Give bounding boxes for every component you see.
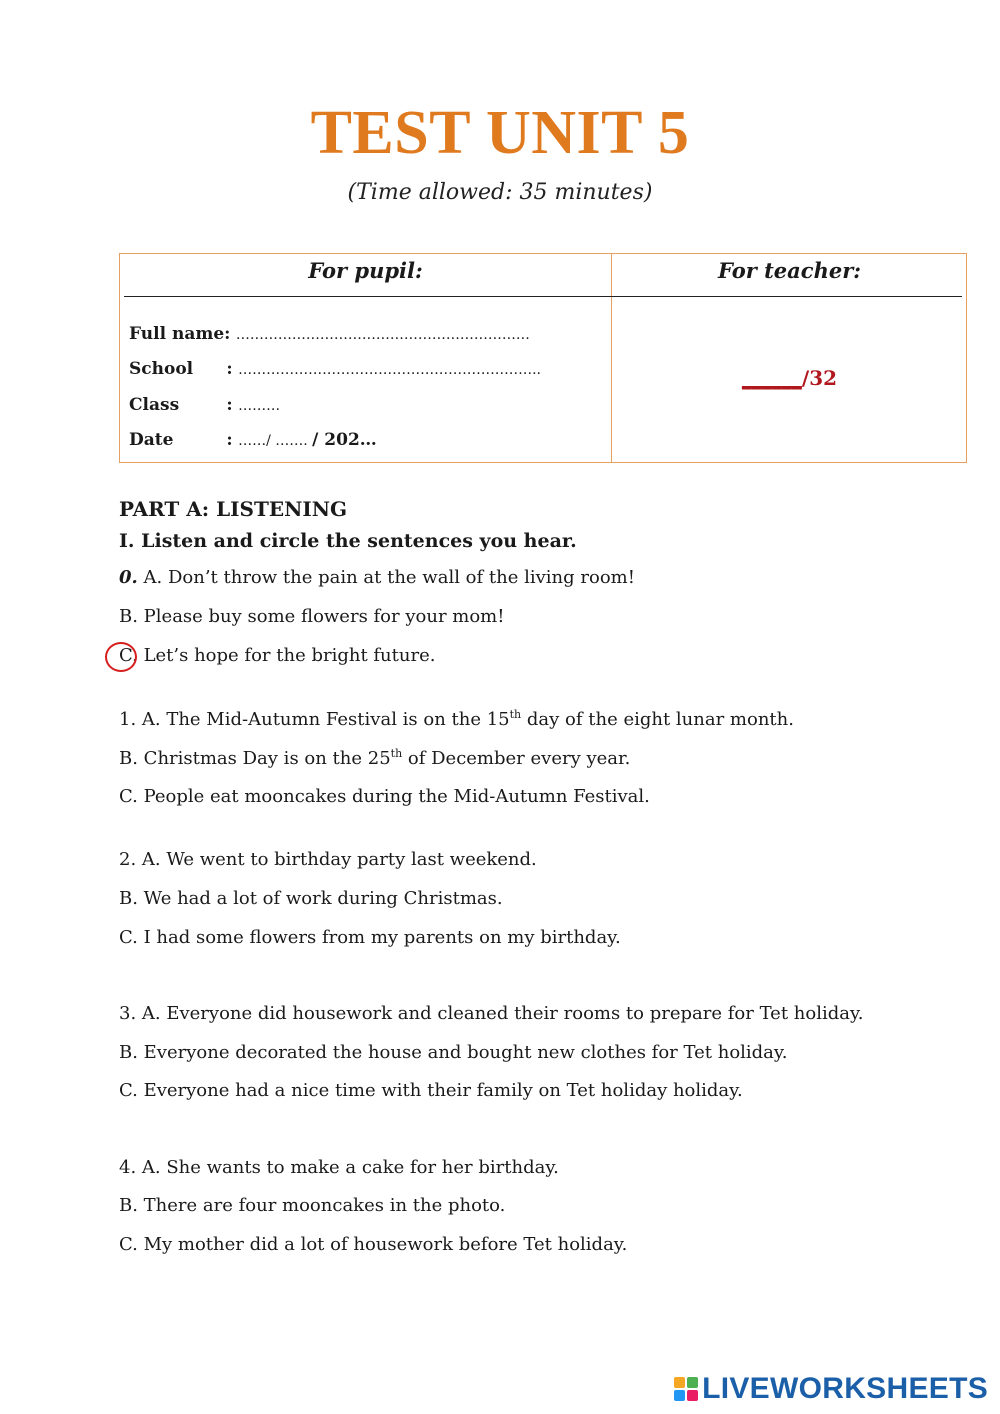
example-option-c[interactable]: C. Let’s hope for the bright future. bbox=[119, 645, 436, 666]
q1-option-a-sup: th bbox=[509, 708, 522, 721]
school-value[interactable]: ……………………………………………………….. bbox=[238, 362, 541, 378]
class-label: Class bbox=[129, 395, 180, 415]
school-field[interactable] bbox=[129, 359, 541, 379]
date-value[interactable]: ……/ ……. bbox=[238, 433, 313, 449]
answer-circle-mark bbox=[105, 642, 137, 672]
pupil-header: For pupil: bbox=[308, 258, 423, 283]
school-colon: : bbox=[226, 359, 233, 379]
full-name-label: Full name: bbox=[129, 324, 231, 344]
q3-option-b[interactable]: B. Everyone decorated the house and bought new clothes for Tet holiday. bbox=[119, 1042, 788, 1063]
q1-option-b[interactable] bbox=[119, 747, 630, 769]
q1-option-a[interactable] bbox=[119, 708, 794, 730]
info-box-column-divider bbox=[611, 254, 612, 462]
q2-option-b[interactable]: B. We had a lot of work during Christmas. bbox=[119, 888, 503, 909]
teacher-header: For teacher: bbox=[717, 258, 862, 283]
q1-option-b-text-1: B. Christmas Day is on the 25 bbox=[119, 748, 391, 769]
part-a-title: PART A: LISTENING bbox=[119, 497, 348, 521]
q1-option-b-sup: th bbox=[390, 747, 403, 760]
full-name-field[interactable] bbox=[129, 324, 530, 344]
liveworksheets-logo[interactable] bbox=[674, 1372, 988, 1406]
q4-option-b[interactable]: B. There are four mooncakes in the photo. bbox=[119, 1195, 506, 1216]
full-name-value[interactable]: ……………………………………………………… bbox=[235, 327, 530, 343]
example-option-b[interactable]: B. Please buy some flowers for your mom! bbox=[119, 606, 505, 627]
q1-option-a-text-2: day of the eight lunar month. bbox=[521, 709, 794, 730]
time-allowed: (Time allowed: 35 minutes) bbox=[347, 180, 653, 205]
class-colon: : bbox=[226, 395, 233, 415]
date-label: Date bbox=[129, 430, 174, 450]
q1-option-b-text-2: of December every year. bbox=[402, 748, 631, 769]
q1-option-c[interactable]: C. People eat mooncakes during the Mid-Autumn Festival. bbox=[119, 786, 650, 807]
score-box bbox=[612, 366, 967, 390]
page-title: TEST UNIT 5 bbox=[310, 99, 690, 167]
liveworksheets-brand-text: LIVEWORKSHEETS bbox=[702, 1372, 988, 1405]
date-field[interactable] bbox=[129, 430, 377, 450]
q4-option-a[interactable]: 4. A. She wants to make a cake for her birthday. bbox=[119, 1157, 559, 1178]
q2-option-c[interactable]: C. I had some flowers from my parents on my birthday. bbox=[119, 927, 621, 948]
q3-option-a[interactable]: 3. A. Everyone did housework and cleaned their rooms to prepare for Tet holiday. bbox=[119, 1003, 864, 1024]
q1-option-a-text-1: 1. A. The Mid-Autumn Festival is on the 15 bbox=[119, 709, 510, 730]
info-box-header-divider bbox=[124, 296, 962, 297]
date-colon: : bbox=[226, 430, 233, 450]
part-a-instruction: I. Listen and circle the sentences you hear. bbox=[119, 530, 577, 552]
example-option-a-text: A. Don’t throw the pain at the wall of the living room! bbox=[137, 567, 635, 588]
school-label: School bbox=[129, 359, 194, 379]
class-value[interactable]: ……… bbox=[238, 398, 281, 414]
date-year: / 202… bbox=[312, 430, 377, 450]
q3-option-c[interactable]: C. Everyone had a nice time with their family on Tet holiday holiday. bbox=[119, 1080, 743, 1101]
class-field[interactable] bbox=[129, 395, 280, 415]
q2-option-a[interactable]: 2. A. We went to birthday party last weekend. bbox=[119, 849, 537, 870]
liveworksheets-logo-icon bbox=[674, 1377, 698, 1401]
info-box bbox=[119, 253, 967, 463]
score-total: /32 bbox=[801, 366, 838, 390]
q4-option-c[interactable]: C. My mother did a lot of housework before Tet holiday. bbox=[119, 1234, 628, 1255]
example-option-a[interactable] bbox=[119, 567, 635, 588]
example-number: 0. bbox=[119, 567, 138, 588]
score-blank[interactable]: ______ bbox=[741, 366, 802, 390]
